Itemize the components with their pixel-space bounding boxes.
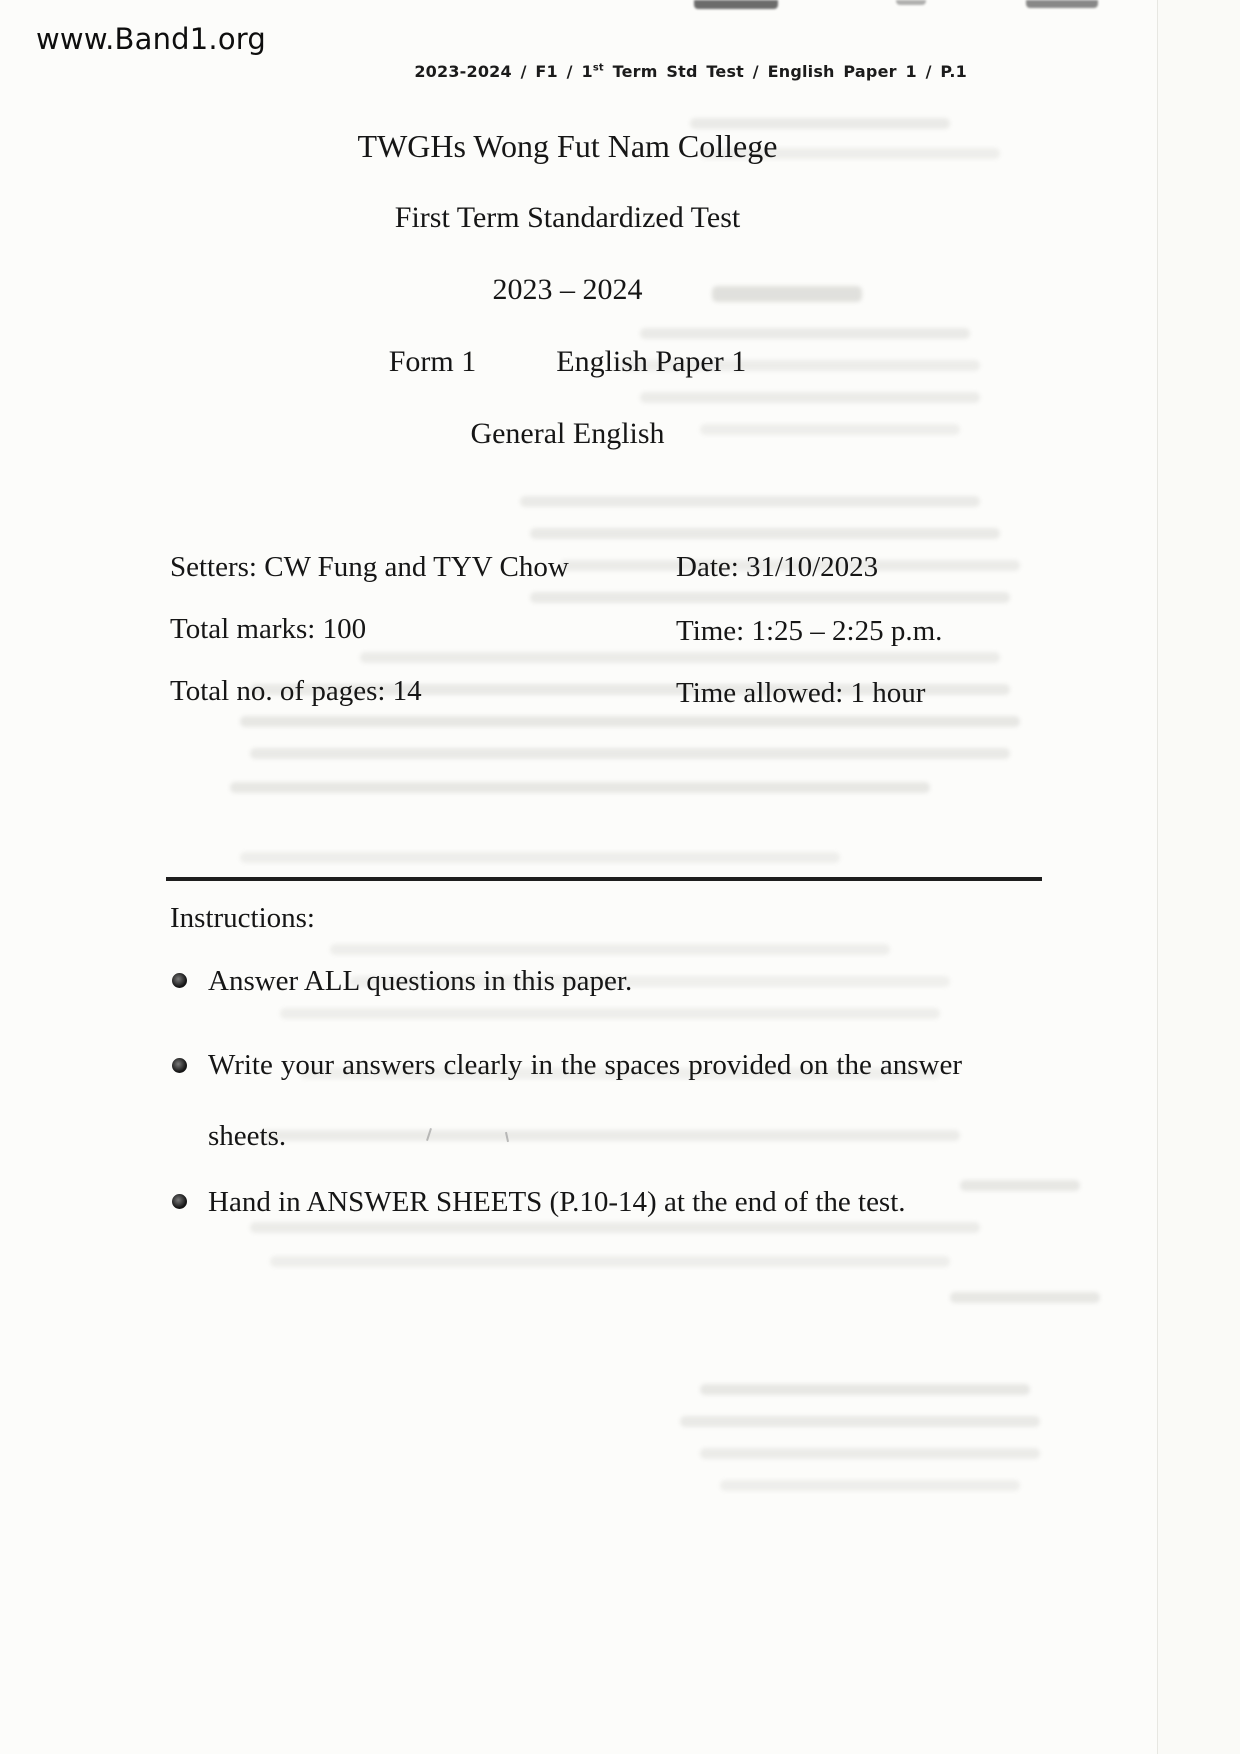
date-line: Date: 31/10/2023: [676, 551, 879, 583]
bleed-through-mark: [520, 496, 980, 507]
running-header-ordinal: st: [592, 62, 604, 74]
bullet-icon: [172, 1194, 187, 1209]
instruction-text: Hand in ANSWER SHEETS (P.10-14) at the end of the test.: [208, 1186, 906, 1218]
bleed-through-mark: [640, 328, 970, 339]
form-paper-row: [0, 345, 1135, 379]
bleed-through-mark: [950, 1292, 1100, 1303]
instruction-item: [172, 1182, 906, 1222]
instruction-item: [172, 1030, 962, 1172]
instruction-text: Write your answers clearly in the spaces provided on the answer sheets.: [208, 1049, 962, 1152]
bleed-through-mark: [240, 852, 840, 863]
bleed-through-mark: [700, 1384, 1030, 1395]
bullet-icon: [172, 1058, 187, 1073]
bleed-through-mark: [530, 528, 1000, 539]
time-allowed-line: Time allowed: 1 hour: [676, 677, 926, 709]
bleed-through-mark: [960, 1180, 1080, 1191]
form-label: Form 1: [388, 345, 477, 378]
scan-edge-mark: [694, 0, 778, 9]
bleed-through-mark: [230, 782, 930, 793]
bleed-through-mark: [700, 1448, 1040, 1459]
running-header-suffix: Term Std Test / English Paper 1 / P.1: [603, 62, 967, 81]
band1-watermark: www.Band1.org: [36, 22, 266, 56]
subject-name: General English: [470, 417, 665, 450]
bleed-through-mark: [360, 652, 1000, 663]
total-marks-line: Total marks: 100: [170, 613, 367, 645]
bleed-through-mark: [240, 716, 1020, 727]
instructions-heading: Instructions:: [170, 902, 315, 934]
bleed-through-mark: [280, 1008, 940, 1019]
instruction-text: Answer ALL questions in this paper.: [208, 965, 633, 997]
bleed-through-mark: [680, 1416, 1040, 1427]
school-year: 2023 – 2024: [492, 273, 643, 306]
bleed-through-mark: [330, 944, 890, 955]
bleed-through-mark: [250, 748, 1010, 759]
paper-label: English Paper 1: [556, 345, 747, 378]
running-header: [0, 62, 967, 81]
total-pages-line: Total no. of pages: 14: [170, 675, 422, 707]
school-name: TWGHs Wong Fut Nam College: [357, 128, 778, 164]
page-edge: [1157, 0, 1240, 1754]
scan-edge-mark: [896, 0, 926, 5]
scan-edge-mark: [1026, 0, 1098, 8]
instruction-item: [172, 961, 632, 1001]
setters-line: Setters: CW Fung and TYV Chow: [170, 551, 569, 583]
time-line: Time: 1:25 – 2:25 p.m.: [676, 615, 943, 647]
bleed-through-mark: [530, 592, 1010, 603]
bleed-through-mark: [720, 1480, 1020, 1491]
bullet-icon: [172, 973, 187, 988]
bleed-through-mark: [250, 1222, 980, 1233]
test-name: First Term Standardized Test: [394, 201, 741, 234]
bleed-through-mark: [640, 392, 980, 403]
running-header-prefix: 2023-2024 / F1 / 1: [414, 62, 593, 81]
double-rule: [166, 877, 1042, 881]
bleed-through-mark: [270, 1256, 950, 1267]
